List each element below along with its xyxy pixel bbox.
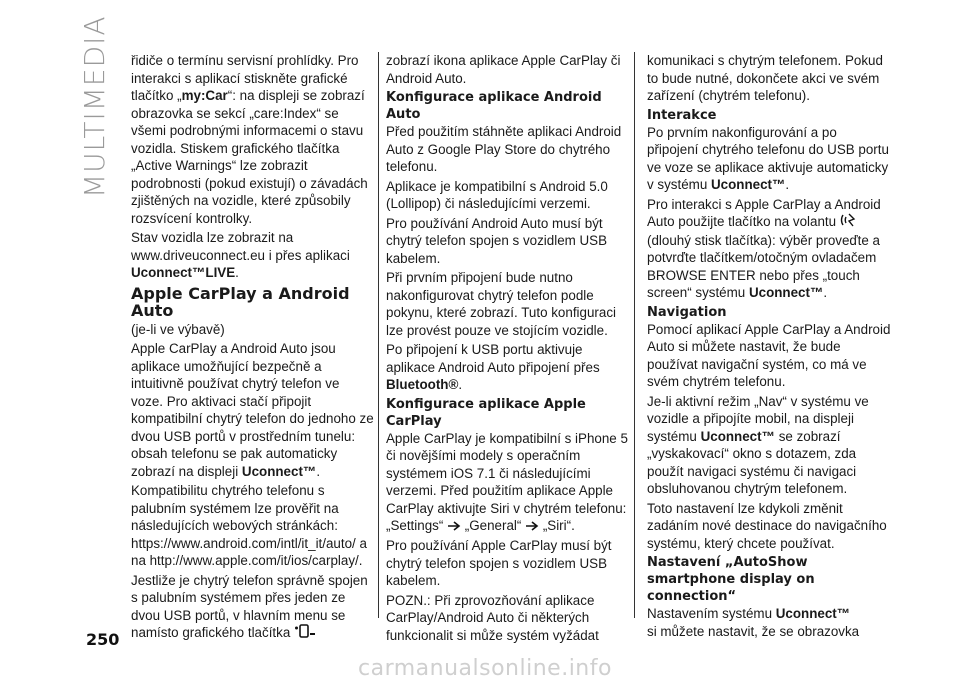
paragraph: Stav vozidla lze zobrazit na www.driveuconnect.eu i přes aplikaci Uconnect™LIVE. xyxy=(131,230,350,280)
section-side-label: MULTIMEDIA xyxy=(78,15,111,198)
paragraph: Nastavením systému Uconnect™ si můžete nastavit, že se obrazovka xyxy=(647,606,860,639)
paragraph: Po prvním nakonfigurování a po připojení chytrého telefonu do USB portu ve voze se aplikace aktivuje automaticky v systému Uconnect™. xyxy=(647,124,889,192)
paragraph: Apple CarPlay je kompatibilní s iPhone 5 či novějšími modely s operačním systémem iOS 7.1 či následujícími verzemi. Před použitím aplikace Apple CarPlay aktivujte Siri v chytrém telefonu: „Settings“ „General“ „Siri“. xyxy=(386,430,630,536)
paragraph: komunikaci s chytrým telefonem. Pokud to bude nutné, dokončete akci ve svém zařízení (chytrém telefonu). xyxy=(647,53,883,103)
paragraph: Aplikace je kompatibilní s Android 5.0 (Lollipop) či následujícími verzemi. xyxy=(386,178,608,211)
paragraph: zobrazí ikona aplikace Apple CarPlay či Android Auto. xyxy=(386,53,621,86)
section-heading: Nastavení „AutoShow smartphone display on connection“ xyxy=(647,555,815,605)
column-divider xyxy=(634,52,635,618)
paragraph: řidiče o termínu servisní prohlídky. Pro interakci s aplikací stiskněte grafické tlačítko „my:Car“: na displeji se zobrazí obrazovka se sekcí „care:Index“ se všemi podrobnými informacemi o stavu vozidla. Stiskem grafického tlačítka „Active Warnings“ lze zobrazit podrobnosti (pokud existují) o závadách zjištěných na vozidle, které způsobily rozsvícení kontrolky. xyxy=(131,53,368,226)
paragraph: Po připojení k USB portu aktivuje aplikace Android Auto připojení přes Bluetooth®. xyxy=(386,342,600,392)
watermark: carmanualsonline.info xyxy=(358,656,612,681)
uconnect-live-label: Uconnect™LIVE xyxy=(131,265,236,280)
section-heading: Konfigurace aplikace Android Auto xyxy=(386,90,602,122)
paragraph: Apple CarPlay a Android Auto jsou aplikace umožňující bezpečně a intuitivně používat chytrý telefon ve voze. Pro aktivaci stačí připojit kompatibilní chytrý telefon do jednoho ze dvou USB portů v prostředním tunelu: obsah telefonu se pak automaticky zobrazí na displeji Uconnect™. xyxy=(131,341,374,479)
paragraph: Pro interakci s Apple CarPlay a Android Auto použijte tlačítko na volantu (dlouhý stisk tlačítka): výběr proveďte a potvrďte tlačítkem/otočným ovladačem BROWSE ENTER nebo přes „touch screen“ systému Uconnect™. xyxy=(647,196,881,301)
page-number: 250 xyxy=(86,630,120,649)
section-heading: Konfigurace aplikace Apple CarPlay xyxy=(386,396,586,429)
section-heading: Navigation xyxy=(647,304,727,320)
arrow-right-icon xyxy=(447,518,461,536)
paragraph: Před použitím stáhněte aplikaci Android Auto z Google Play Store do chytrého telefonu. xyxy=(386,124,622,174)
paragraph: Pro používání Apple CarPlay musí být chytrý telefon spojen s vozidlem USB kabelem. xyxy=(386,538,612,589)
text-column-1 xyxy=(131,52,375,645)
phone-connect-icon xyxy=(294,624,316,643)
text-column-2 xyxy=(386,52,630,646)
paragraph: Pro používání Android Auto musí být chytrý telefon spojen s vozidlem USB kabelem. xyxy=(386,215,608,266)
paragraph: Toto nastavení lze kdykoli změnit zadáním nové destinace do navigačního systému, který chcete používat. xyxy=(647,500,887,551)
paragraph: POZN.: Při zprovozňování aplikace CarPlay/Android Auto či některých funkcionalit si může systém vyžádat xyxy=(386,592,599,643)
voice-command-icon xyxy=(840,213,856,232)
text-column-3 xyxy=(647,52,891,642)
column-divider xyxy=(378,52,379,618)
paragraph: Je-li aktivní režim „Nav“ v systému ve vozidle a připojíte mobil, na displeji systému Uconnect™ se zobrazí „vyskakovací“ okno s dotazem, zda použít navigaci systému či navigaci obsluhovanou chytrým telefonem. xyxy=(647,393,869,497)
section-heading: Apple CarPlay a Android Auto xyxy=(131,283,350,320)
paragraph: (je-li ve výbavě) xyxy=(131,321,225,337)
paragraph: Pomocí aplikací Apple CarPlay a Android Auto si můžete nastavit, že bude používat navigační systém, co má ve svém chytrém telefonu. xyxy=(647,321,891,390)
paragraph: Kompatibilitu chytrého telefonu s palubním systémem lze prověřit na následujících webových stránkách: https://www.android.com/intl/it_it/auto/ a na http://www.apple.com/it/ios/carplay/. xyxy=(131,483,367,568)
mycar-label: my:Car xyxy=(181,88,228,103)
arrow-right-icon xyxy=(525,518,539,536)
paragraph: Při prvním připojení bude nutno nakonfigurovat chytrý telefon podle pokynu, které zobrazí. Tuto konfiguraci lze provést pouze ve stojícím vozidle. xyxy=(386,270,616,338)
paragraph: Jestliže je chytrý telefon správně spojen s palubním systémem přes jeden ze dvou USB portů, v hlavním menu se namísto grafického tlačítka xyxy=(131,572,375,643)
section-heading: Interakce xyxy=(647,107,717,123)
